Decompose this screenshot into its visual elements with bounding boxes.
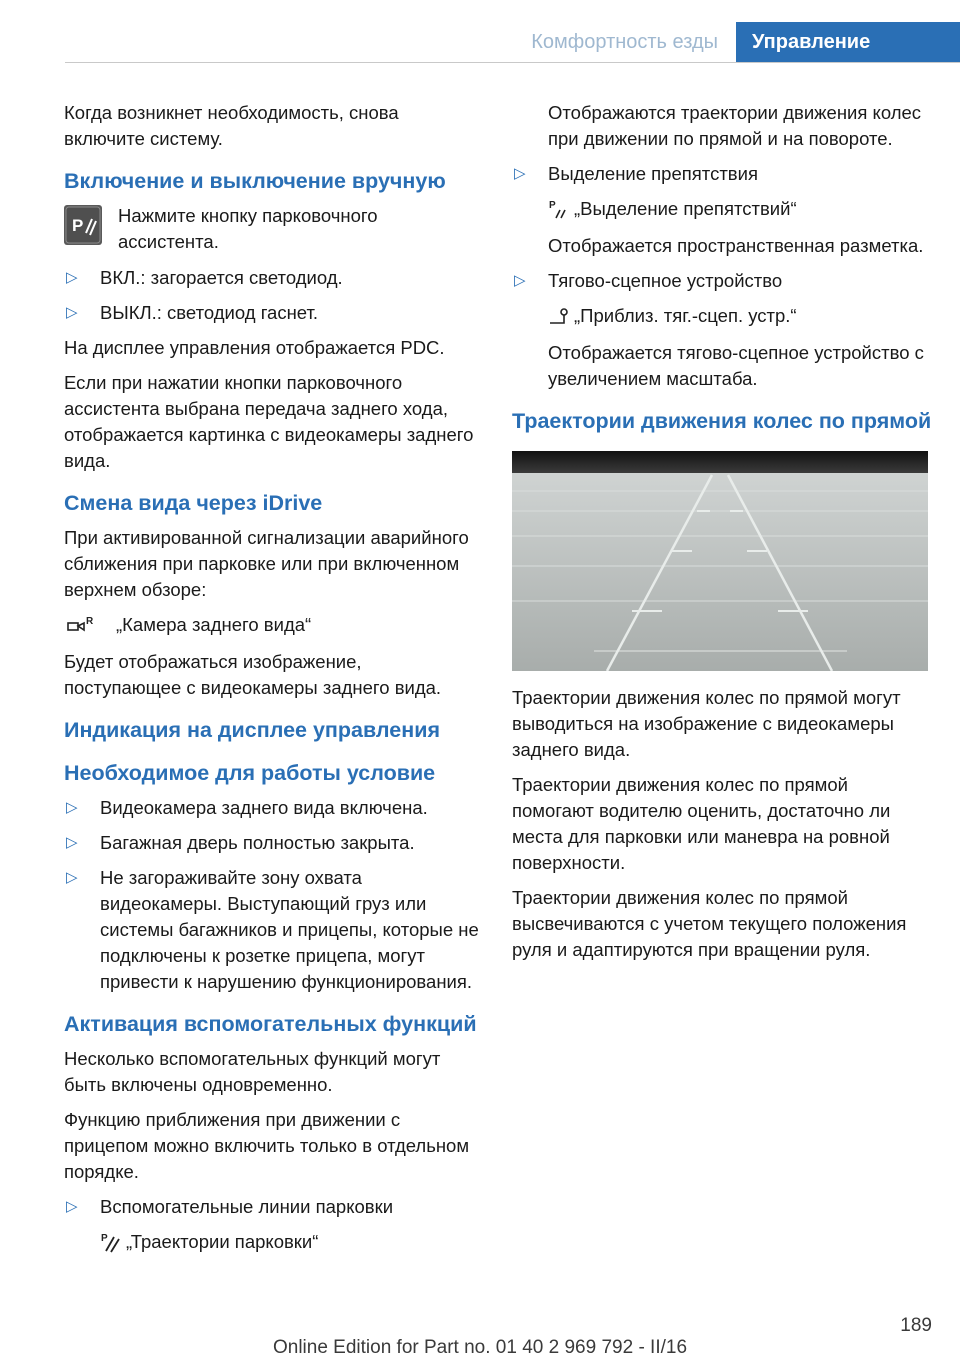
lines-menu-item [64, 1229, 479, 1257]
list-item-hitch [512, 268, 932, 294]
triangle-right-icon: ▷ [66, 269, 78, 286]
paragraph-straight-3: Траектории движения колес по прямой высвечиваются с учетом текущего положения руля и адаптируются при вращении руля. [512, 887, 907, 960]
list-item-camera-on [64, 795, 479, 821]
parking-assistant-button-icon [64, 205, 102, 245]
svg-text:P: P [549, 200, 556, 211]
camera-menu-label: „Камера заднего вида“ [116, 614, 312, 635]
heading-idrive: Смена вида через iDrive [64, 491, 323, 515]
heading-manual-switch: Включение и выключение вручную [64, 169, 446, 193]
svg-text:R: R [86, 616, 94, 627]
triangle-right-icon: ▷ [66, 304, 78, 321]
list-item-text: ВКЛ.: загорается светодиод. [100, 267, 343, 288]
heading-aux: Активация вспомогательных функций [64, 1012, 477, 1036]
paragraph-intro: Когда возникнет необходимость, снова включите систему. [64, 102, 399, 149]
list-item-text: Тягово-сцепное устройство [548, 270, 783, 291]
paragraph-camera: Будет отображаться изображение, поступающее с видеокамеры заднего вида. [64, 651, 442, 698]
rear-camera-icon [66, 614, 96, 636]
left-column [64, 100, 479, 1266]
list-item-text: ВЫКЛ.: светодиод гаснет. [100, 302, 319, 323]
paragraph-hitch: Отображается тягово-сцепное устройство с увеличением масштаба. [548, 342, 924, 389]
parking-lines-icon [100, 1231, 130, 1253]
list-item-text: Не загораживайте зону охвата видеокамеры. Выступающий груз или системы багажников и прицепы, которые не подключены к розетке прицепа, могут привести к нарушению функционирования. [100, 867, 479, 992]
header-chapter-tab: Управление [736, 22, 960, 62]
paragraph-aux-2: Функцию приближения при движении с прицепом можно включить только в отдельном порядке. [64, 1109, 470, 1182]
right-column [512, 100, 932, 972]
heading-condition: Необходимое для работы условие [64, 761, 436, 785]
paragraph-straight-2: Траектории движения колес по прямой помогают водителю оценить, достаточно ли места для парковки или маневра на ровной поверхности. [512, 774, 891, 873]
hitch-menu-item [512, 303, 932, 331]
paragraph-pdc: На дисплее управления отображается PDC. [64, 337, 445, 358]
triangle-right-icon: ▷ [514, 272, 526, 289]
paragraph-idrive: При активированной сигнализации аварийного сближения при парковке или при включенном верхнем обзоре: [64, 527, 469, 600]
triangle-right-icon: ▷ [66, 799, 78, 816]
edition-line: Online Edition for Part no. 01 40 2 969 792 - II/16 [272, 1337, 688, 1358]
camera-menu-item [64, 612, 479, 640]
paragraph-straight-1: Траектории движения колес по прямой могут выводиться на изображение с видеокамеры заднего вида. [512, 687, 901, 760]
list-item-off [64, 300, 479, 326]
list-item-noblock [64, 865, 479, 995]
svg-text:P: P [101, 1233, 108, 1244]
obstacle-menu-item [512, 196, 932, 224]
hitch-menu-label: „Приблиз. тяг.-сцеп. устр.“ [574, 305, 797, 326]
paragraph-obstacle: Отображается пространственная разметка. [548, 235, 924, 256]
list-item-text: Видеокамера заднего вида включена. [100, 797, 428, 818]
parking-button-instruction [64, 203, 479, 255]
svg-text:P: P [72, 216, 84, 235]
paragraph-reverse: Если при нажатии кнопки парковочного ассистента выбрана передача заднего хода, отображается картинка с видеокамеры заднего вида. [64, 372, 474, 471]
heading-display: Индикация на дисплее управления [64, 718, 441, 742]
header-section-title: Комфортность езды [531, 31, 718, 53]
paragraph-lines-desc: Отображаются траектории движения колес при движении по прямой и на повороте. [548, 102, 922, 149]
list-item-text: Выделение препятствия [548, 163, 758, 184]
triangle-right-icon: ▷ [66, 869, 78, 886]
triangle-right-icon: ▷ [66, 1198, 78, 1215]
tow-hitch-icon [548, 305, 578, 327]
rear-camera-straight-lines-image [512, 451, 928, 671]
obstacle-menu-label: „Выделение препятствий“ [574, 198, 797, 219]
triangle-right-icon: ▷ [66, 834, 78, 851]
paragraph-aux-1: Несколько вспомогательных функций могут быть включены одновременно. [64, 1048, 441, 1095]
lines-menu-label: „Траектории парковки“ [126, 1231, 319, 1252]
list-item-obstacle [512, 161, 932, 187]
list-item-text: Багажная дверь полностью закрыта. [100, 832, 415, 853]
list-item-on [64, 265, 479, 291]
page-number: 189 [900, 1315, 932, 1336]
triangle-right-icon: ▷ [514, 165, 526, 182]
parking-button-text: Нажмите кнопку парковочного ассистента. [118, 205, 378, 252]
heading-straight: Траектории движения колес по прямой [512, 409, 932, 433]
list-item-trunk [64, 830, 479, 856]
page-header [65, 22, 960, 63]
list-item-text: Вспомогательные линии парковки [100, 1196, 394, 1217]
list-item-lines [64, 1194, 479, 1220]
obstacle-marking-icon [548, 198, 578, 220]
